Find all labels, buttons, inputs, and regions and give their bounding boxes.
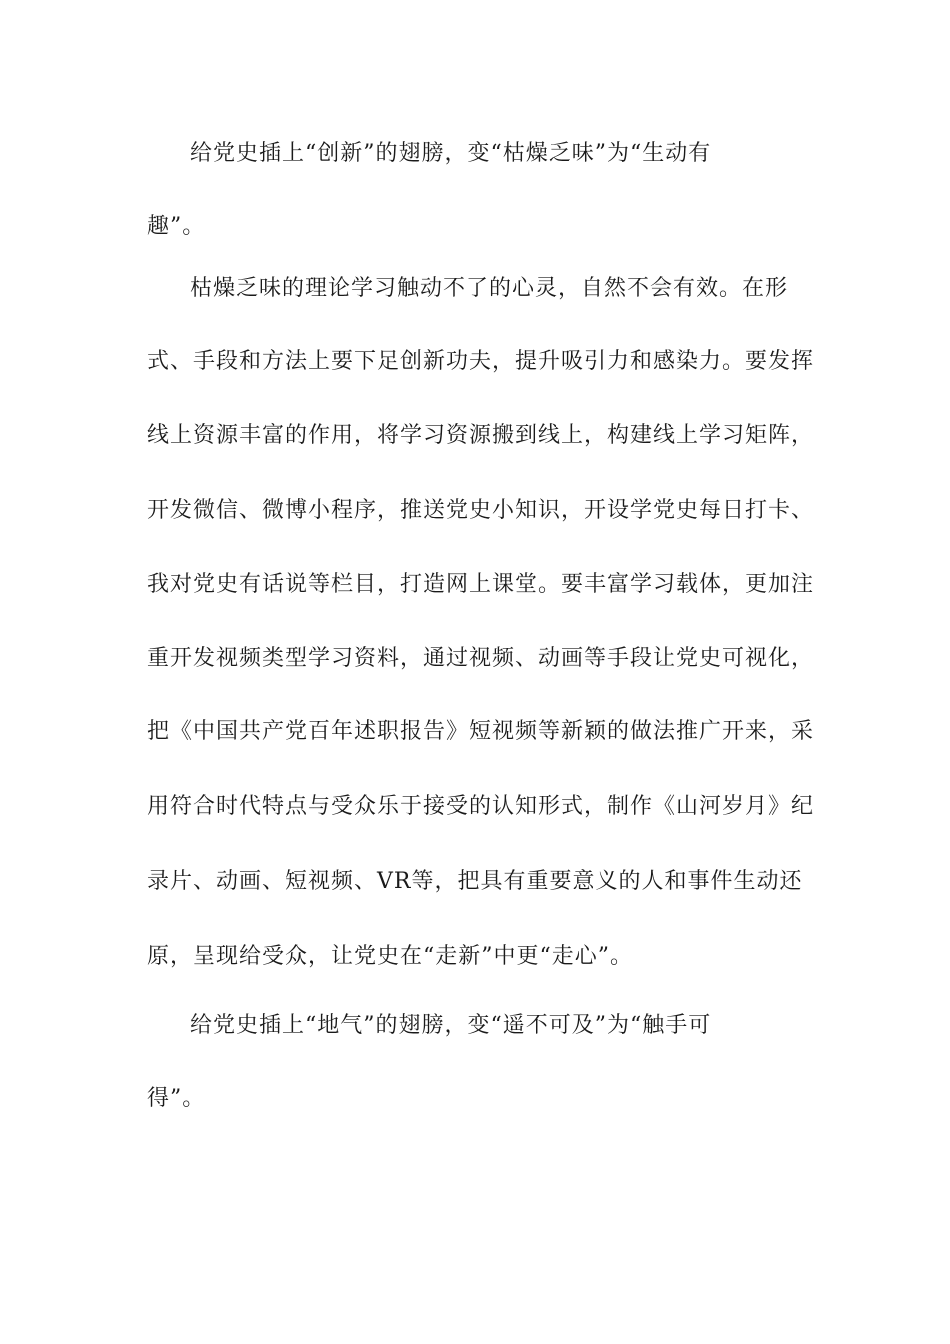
heading-grounded-line-1: 给党史插上“地气”的翅膀，变“遥不可及”为“触手可 [190, 1013, 712, 1038]
paragraph-line-6: 重开发视频类型学习资料，通过视频、动画等手段让党史可视化， [147, 646, 815, 671]
heading-innovation-line-2: 趣”。 [147, 214, 206, 239]
heading-grounded-line-2: 得”。 [147, 1086, 206, 1111]
paragraph-line-1: 枯燥乏味的理论学习触动不了的心灵，自然不会有效。在形 [190, 276, 789, 301]
paragraph-line-3: 线上资源丰富的作用，将学习资源搬到线上，构建线上学习矩阵， [147, 423, 815, 448]
paragraph-line-9: 录片、动画、短视频、VR等，把具有重要意义的人和事件生动还 [147, 869, 803, 894]
paragraph-line-2: 式、手段和方法上要下足创新功夫，提升吸引力和感染力。要发挥 [147, 349, 815, 374]
paragraph-line-7: 把《中国共产党百年述职报告》短视频等新颖的做法推广开来，采 [147, 719, 815, 744]
paragraph-line-4: 开发微信、微博小程序，推送党史小知识，开设学党史每日打卡、 [147, 498, 815, 523]
paragraph-line-8: 用符合时代特点与受众乐于接受的认知形式，制作《山河岁月》纪 [147, 794, 815, 819]
paragraph-line-10: 原，呈现给受众，让党史在“走新”中更“走心”。 [147, 944, 633, 969]
paragraph-line-5: 我对党史有话说等栏目，打造网上课堂。要丰富学习载体，更加注 [147, 572, 815, 597]
heading-innovation-line-1: 给党史插上“创新”的翅膀，变“枯燥乏味”为“生动有 [190, 141, 712, 166]
